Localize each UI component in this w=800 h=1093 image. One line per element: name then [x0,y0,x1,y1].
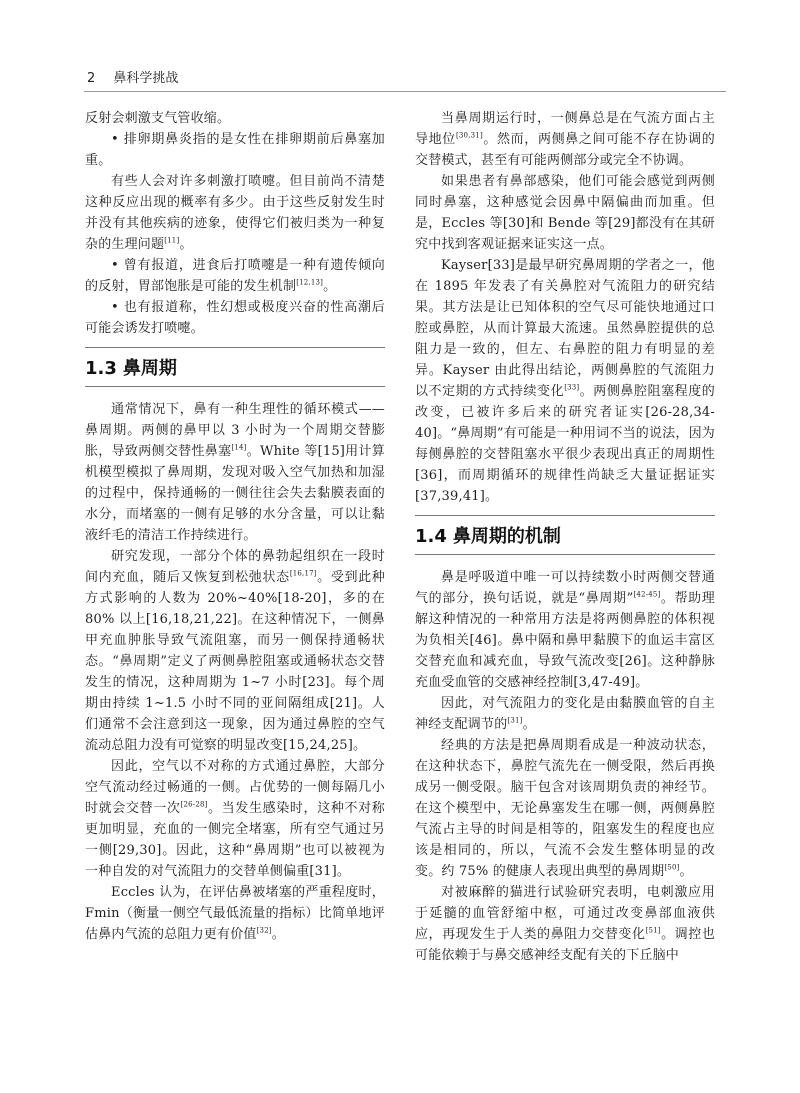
bullet-paragraph: • 也有报道称，性幻想或极度兴奋的性高潮后可能会诱发打喷嚏。 [85,300,385,336]
page-number: 2 [87,71,96,86]
paragraph: 对被麻醉的猫进行试验研究表明，电刺激应用于延髓的血管舒缩中枢，可通过改变鼻部血液供应，再现发生于人类的鼻阻力交替变化[51]。调控也可能依赖于与鼻交感神经支配有关的下丘脑中 [415,885,715,963]
paragraph: 鼻是呼吸道中唯一可以持续数小时两侧交替通气的部分，换句话说，就是“鼻周期”[42-45]。帮助理解这种情况的一种常用方法是将两侧鼻腔的体积视为负相关[46]。鼻中隔和鼻甲黏膜下的血运丰富区交替充血和减充血，导致气流改变[26]。这种静脉充血受血管的交感神经控制[3,47-49]。 [415,570,715,690]
section-heading [415,515,715,555]
bullet-paragraph: • 排卵期鼻炎指的是女性在排卵期前后鼻塞加重。 [85,132,385,168]
paragraph: 经典的方法是把鼻周期看成是一种波动状态，在这种状态下，鼻腔气流先在一侧受限，然后再换成另一侧受限。脑干包含对该周期负责的神经节。在这个模型中，无论鼻塞发生在哪一侧，两侧鼻腔气流占主导的时间是相等的，阻塞发生的程度也应该是相同的，所以，气流不会发生整体明显的改变。约 75% 的健康人表现出典型的鼻周期[50]。 [415,738,715,879]
running-header [87,67,178,86]
paragraph: 因此，空气以不对称的方式通过鼻腔，大部分空气流动经过畅通的一侧。占优势的一侧每隔几小时就会交替一次[26-28]。当发生感染时，这种不对称更加明显，充血的一侧完全堵塞，所有空气通过另一侧[29,30]。因此，这种“鼻周期”也可以被视为一种自发的对气流阻力的交替单侧偏重[31]。 [85,759,385,879]
paragraph: 有些人会对许多刺激打喷嚏。但目前尚不清楚这种反应出现的概率有多少。由于这些反射发生时并没有其他疾病的迹象，使得它们被归类为一种复杂的生理问题[11]。 [85,174,385,252]
paragraph: 因此，对气流阻力的变化是由黏膜血管的自主神经支配调节的[31]。 [415,696,715,732]
right-column [415,108,715,966]
section-number: 1.4 [415,526,447,547]
paragraph: 如果患者有鼻部感染，他们可能会感觉到两侧同时鼻塞，这种感觉会因鼻中隔偏曲而加重。但是，Eccles 等[30]和 Bende 等[29]都没有在其研究中找到客观证据来证实这一点。 [415,174,715,252]
section-title: 鼻周期 [122,358,177,379]
section-heading [85,347,385,387]
paragraph: Kayser[33]是最早研究鼻周期的学者之一，他在 1895 年发表了有关鼻腔对气流阻力的研究结果。其方法是让已知体积的空气尽可能快地通过口腔或鼻腔，从而计算最大流速。虽然鼻腔提供的总阻力是一致的，但左、右鼻腔的阻力有明显的差异。Kayser 由此得出结论，两侧鼻腔的气流阻力以不定期的方式持续变化[33]。两侧鼻腔阻塞程度的改变，已被许多后来的研究者证实[26-28,34-40]。“鼻周期”有可能是一种用词不当的说法，因为每侧鼻腔的交替阻塞水平很少表现出真正的周期性[36]，而周期循环的规律性尚缺乏大量证据证实[37,39,41]。 [415,258,715,504]
bullet-paragraph: • 曾有报道，进食后打喷嚏是一种有遗传倾向的反射，胃部饱胀是可能的发生机制[12,13]。 [85,258,385,294]
paragraph: 研究发现，一部分个体的鼻勃起组织在一段时间内充血，随后又恢复到松弛状态[16,17]。受到此种方式影响的人数为 20%~40%[18-20]，多的在 80% 以上[16,18,21,22]。在这种情况下，一侧鼻甲充血肿胀导致气流阻塞，而另一侧保持通畅状态。“鼻周期”定义了两侧鼻腔阻塞或通畅状态交替发生的情况，这种周期为 1~7 小时[23]。每个周期由持续 1~1.5 小时不同的亚间隔组成[21]。人们通常不会注意到这一现象，因为通过鼻腔的空气流动总阻力没有可觉察的明显改变[15,24,25]。 [85,549,385,753]
paragraph: 通常情况下，鼻有一种生理性的循环模式——鼻周期。两侧的鼻甲以 3 小时为一个周期交替膨胀，导致两侧交替性鼻塞[14]。White 等[15]用计算机模型模拟了鼻周期，发现对吸入空气加热和加湿的过程中，保持通畅的一侧往往会失去黏膜表面的水分，而堵塞的一侧有足够的水分含量，可以让黏液纤毛的清洁工作持续进行。 [85,402,385,543]
paragraph: 反射会刺激支气管收缩。 [85,111,231,126]
section-number: 1.3 [85,358,117,379]
paragraph: 当鼻周期运行时，一侧鼻总是在气流方面占主导地位[30,31]。然而，两侧鼻之间可能不存在协调的交替模式，甚至有可能两侧部分或完全不协调。 [415,111,715,168]
section-title: 鼻周期的机制 [452,526,561,547]
header-rule [84,91,726,92]
paragraph: Eccles 认为，在评估鼻被堵塞的严重程度时，Fmin（衡量一侧空气最低流量的指标）比简单地评估鼻内气流的总阻力更有价值[32]。 [85,885,385,942]
left-column [85,108,385,945]
book-title: 鼻科学挑战 [113,71,179,86]
